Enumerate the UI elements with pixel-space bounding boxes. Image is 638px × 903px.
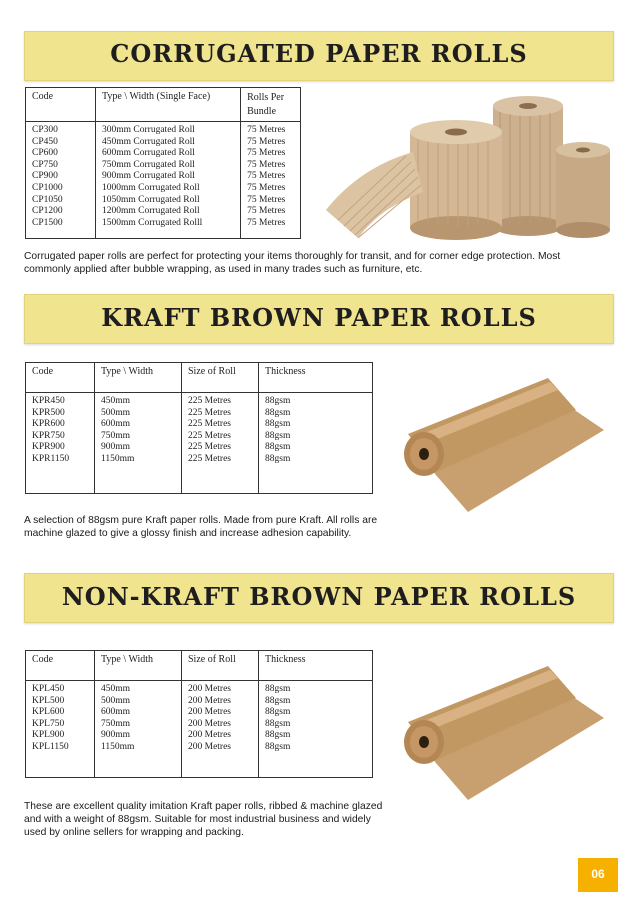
corrugated-header-type: Type \ Width (Single Face) xyxy=(96,88,241,122)
page-number-badge xyxy=(578,858,618,892)
nonkraft-header-size: Size of Roll xyxy=(182,651,259,681)
corrugated-header-rolls: Rolls Per Bundle xyxy=(241,88,301,122)
kraft-header-type: Type \ Width xyxy=(95,363,182,393)
nonkraft-table xyxy=(25,650,373,778)
nonkraft-header-type: Type \ Width xyxy=(95,651,182,681)
kraft-header-size: Size of Roll xyxy=(182,363,259,393)
kraft-table xyxy=(25,362,373,494)
kraft-roll-image xyxy=(398,372,608,522)
nonkraft-header-code: Code xyxy=(26,651,95,681)
kraft-sizes: 225 Metres 225 Metres 225 Metres 225 Metres 225 Metres 225 Metres xyxy=(182,393,259,494)
corrugated-codes: CP300 CP450 CP600 CP750 CP900 CP1000 CP1050 CP1200 CP1500 xyxy=(26,122,96,239)
kraft-codes: KPR450 KPR500 KPR600 KPR750 KPR900 KPR1150 xyxy=(26,393,95,494)
nonkraft-codes: KPL450 KPL500 KPL600 KPL750 KPL900 KPL1150 xyxy=(26,681,95,778)
nonkraft-banner xyxy=(24,573,614,623)
corrugated-rolls-image xyxy=(318,92,618,242)
nonkraft-types: 450mm 500mm 600mm 750mm 900mm 1150mm xyxy=(95,681,182,778)
kraft-banner xyxy=(24,294,614,344)
page-number: 06 xyxy=(591,867,605,881)
corrugated-description: Corrugated paper rolls are perfect for protecting your items thoroughly for transit, and for corner edge protection. Most commonly applied after bubble wrapping, as used in many trades such as furniture, etc. xyxy=(24,251,561,275)
nonkraft-sizes: 200 Metres 200 Metres 200 Metres 200 Metres 200 Metres 200 Metres xyxy=(182,681,259,778)
corrugated-rolls: 75 Metres 75 Metres 75 Metres 75 Metres 75 Metres 75 Metres 75 Metres 75 Metres 75 Metres xyxy=(241,122,301,239)
kraft-title: KRAFT BROWN PAPER ROLLS xyxy=(101,303,537,332)
corrugated-types: 300mm Corrugated Roll 450mm Corrugated Roll 600mm Corrugated Roll 750mm Corrugated Roll 900mm Corrugated Roll 1000mm Corrugated Roll 1050mm Corrugated Roll 1200mm Corrugated Roll 1500mm Corrugated Rolll xyxy=(96,122,241,239)
nonkraft-header-thickness: Thickness xyxy=(259,651,373,681)
nonkraft-roll-image xyxy=(398,660,608,810)
kraft-thickness: 88gsm 88gsm 88gsm 88gsm 88gsm 88gsm xyxy=(259,393,373,494)
nonkraft-description: These are excellent quality imitation Kraft paper rolls, ribbed & machine glazed and with a weight of 88gsm. Suitable for most industrial business and widely used by online sellers for wrapping and packing. xyxy=(24,801,383,838)
kraft-header-thickness: Thickness xyxy=(259,363,373,393)
corrugated-banner xyxy=(24,31,614,81)
kraft-types: 450mm 500mm 600mm 750mm 900mm 1150mm xyxy=(95,393,182,494)
nonkraft-thickness: 88gsm 88gsm 88gsm 88gsm 88gsm 88gsm xyxy=(259,681,373,778)
corrugated-table xyxy=(25,87,301,239)
nonkraft-title: NON-KRAFT BROWN PAPER ROLLS xyxy=(61,582,577,611)
corrugated-header-code: Code xyxy=(26,88,96,122)
kraft-header-code: Code xyxy=(26,363,95,393)
corrugated-title: CORRUGATED PAPER ROLLS xyxy=(110,39,528,68)
kraft-description: A selection of 88gsm pure Kraft paper rolls. Made from pure Kraft. All rolls are machine glazed to give a glossy finish and increase adhesion capability. xyxy=(24,515,378,539)
